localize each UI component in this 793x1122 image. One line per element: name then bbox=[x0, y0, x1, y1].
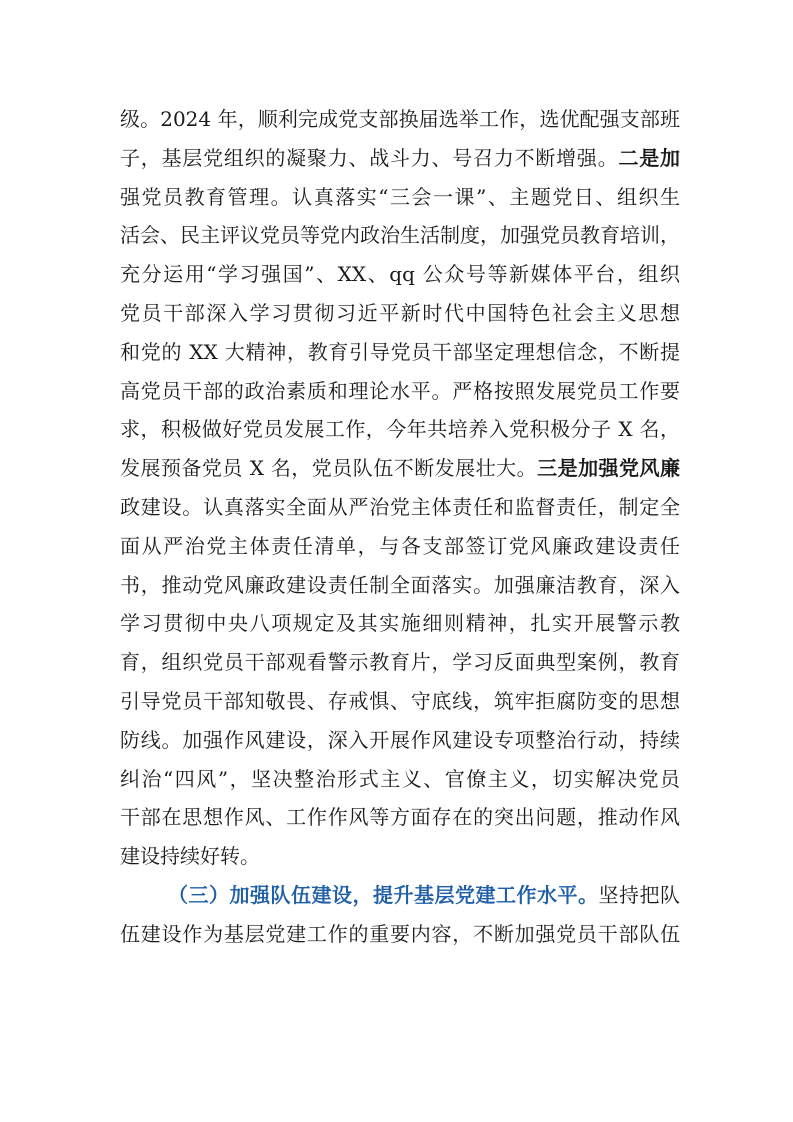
text-run: 子，基层党组织的凝聚力、战斗力、号召力不断增强。 bbox=[120, 145, 619, 170]
text-line: 引导党员干部知敬畏、存戒惧、守底线，筑牢拒腐防变的思想 bbox=[120, 688, 680, 713]
text-line: 党员干部深入学习贯彻习近平新时代中国特色社会主义思想 bbox=[120, 300, 680, 325]
text-line: 学习贯彻中央八项规定及其实施细则精神，扎实开展警示教 bbox=[120, 611, 680, 636]
text-line bbox=[120, 139, 680, 178]
text-line: 育，组织党员干部观看警示教育片，学习反面典型案例，教育 bbox=[120, 650, 680, 675]
text-line: 充分运用“学习强国”、XX、qq 公众号等新媒体平台，组织 bbox=[120, 262, 680, 287]
text-line: 纠治“四风”，坚决整治形式主义、官僚主义，切实解决党员 bbox=[120, 766, 680, 791]
text-line: 和党的 XX 大精神，教育引导党员干部坚定理想信念，不断提 bbox=[120, 339, 680, 364]
text-line: 强党员教育管理。认真落实“三会一课”、主题党日、组织生 bbox=[120, 184, 680, 209]
text-line: 活会、民主评议党员等党内政治生活制度，加强党员教育培训， bbox=[120, 223, 680, 248]
text-line: 政建设。认真落实全面从严治党主体责任和监督责任，制定全 bbox=[120, 494, 680, 519]
section-heading: （三）加强队伍建设，提升基层党建工作水平。 bbox=[168, 882, 599, 907]
document-body bbox=[120, 100, 680, 954]
text-line: 防线。加强作风建设，深入开展作风建设专项整治行动，持续 bbox=[120, 727, 680, 752]
text-line bbox=[120, 449, 680, 488]
text-line: 求，积极做好党员发展工作，今年共培养入党积极分子 X 名， bbox=[120, 417, 680, 442]
text-line: 高党员干部的政治素质和理论水平。严格按照发展党员工作要 bbox=[120, 378, 680, 403]
text-line: 面从严治党主体责任清单，与各支部签订党风廉政建设责任 bbox=[120, 533, 680, 558]
point-three-marker: 三是加强党风廉 bbox=[537, 456, 680, 481]
point-two-marker: 二是加 bbox=[618, 145, 680, 170]
text-line: 级。2024 年，顺利完成党支部换届选举工作，选优配强支部班 bbox=[120, 107, 680, 131]
text-run: 坚持把队 bbox=[598, 882, 680, 907]
text-line: 建设持续好转。 bbox=[120, 844, 260, 869]
text-line: 伍建设作为基层党建工作的重要内容，不断加强党员干部队伍 bbox=[120, 921, 680, 946]
text-line: 书，推动党风廉政建设责任制全面落实。加强廉洁教育，深入 bbox=[120, 572, 680, 597]
section-heading-line bbox=[120, 876, 680, 915]
text-run: 发展预备党员 X 名，党员队伍不断发展壮大。 bbox=[120, 456, 538, 481]
text-line: 干部在思想作风、工作作风等方面存在的突出问题，推动作风 bbox=[120, 805, 680, 830]
